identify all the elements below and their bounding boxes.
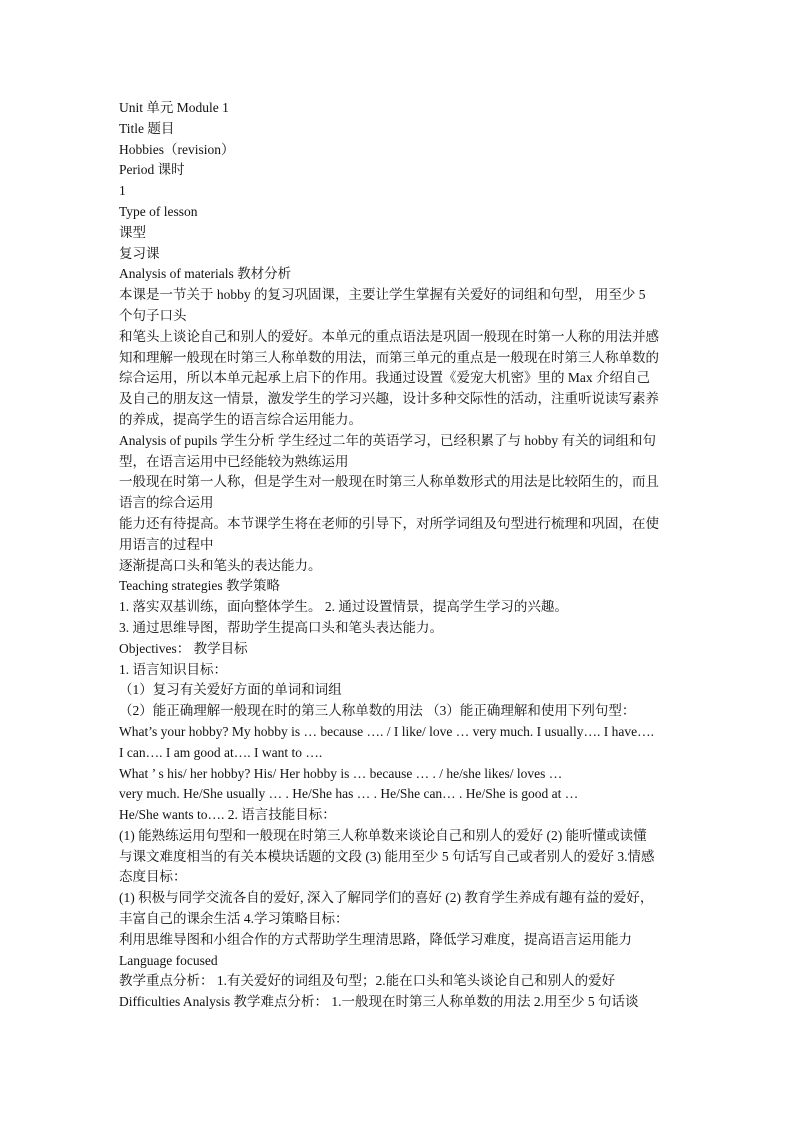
objectives-heading: Objectives： 教学目标 (119, 640, 248, 656)
objectives-item: （2）能正确理解一般现在时的第三人称单数的用法 （3）能正确理解和使用下列句型： (119, 703, 636, 719)
period-value: 1 (119, 183, 126, 199)
teaching-strategies-heading: Teaching strategies 教学策略 (119, 578, 281, 594)
key-points-analysis: 教学重点分析： 1.有关爱好的词组及句型；2.能在口头和笔头谈论自己和别人的爱好 (119, 973, 616, 989)
skills-objectives-item: (1) 能熟练运用句型和一般现在时第三人称单数来谈论自己和别人的爱好 (2) 能听懂或读懂 (119, 827, 647, 843)
sentence-patterns: What ’ s his/ her hobby? His/ Her hobby is … because … . / he/she likes/ loves … (119, 765, 563, 781)
document-body (119, 98, 679, 1013)
title-label: Title 题目 (119, 120, 175, 136)
objectives-subheading: 1. 语言知识目标： (119, 661, 227, 677)
pupils-analysis-text: 能力还有待提高。本节课学生将在老师的引导下，对所学词组及句型进行梳理和巩固，在使 (119, 515, 659, 531)
lesson-type-cn-label: 课型 (119, 224, 146, 240)
materials-analysis-text: 及自己的朋友这一情景，激发学生的学习兴趣，设计多种交际性的活动，注重听说读写素养 (119, 391, 659, 407)
attitude-objectives-heading: 态度目标： (119, 869, 187, 885)
lesson-type-value: 复习课 (119, 245, 160, 261)
materials-analysis-text: 和笔头上谈论自己和别人的爱好。本单元的重点语法是巩固一般现在时第一人称的用法并感 (119, 328, 659, 344)
materials-analysis-text: 本课是一节关于 hobby 的复习巩固课，主要让学生掌握有关爱好的词组和句型， 用至少 5 (119, 287, 646, 303)
lesson-type-label: Type of lesson (119, 203, 198, 219)
pupils-analysis-text: 逐渐提高口头和笔头的表达能力。 (119, 557, 322, 573)
difficulties-analysis: Difficulties Analysis 教学难点分析： 1.一般现在时第三人称单数的用法 2.用至少 5 句话谈 (119, 994, 639, 1010)
teaching-strategies-item: 1. 落实双基训练，面向整体学生。 2. 通过设置情景，提高学生学习的兴趣。 (119, 599, 568, 615)
attitude-objectives-item: 丰富自己的课余生活 4.学习策略目标： (119, 911, 349, 927)
period-label: Period 课时 (119, 162, 185, 178)
pupils-analysis-text: 一般现在时第一人称，但是学生对一般现在时第三人称单数形式的用法是比较陌生的，而且 (119, 474, 659, 490)
pupils-analysis-text: Analysis of pupils 学生分析 学生经过二年的英语学习，已经积累了与 hobby 有关的词组和句 (119, 432, 656, 448)
pupils-analysis-text: 型，在语言运用中已经能较为熟练运用 (119, 453, 349, 469)
materials-analysis-text: 知和理解一般现在时第三人称单数的用法，而第三单元的重点是一般现在时第三人称单数的 (119, 349, 659, 365)
language-focused-heading: Language focused (119, 952, 218, 968)
teaching-strategies-item: 3. 通过思维导图，帮助学生提高口头和笔头表达能力。 (119, 619, 443, 635)
unit-line: Unit 单元 Module 1 (119, 100, 229, 115)
attitude-objectives-item: (1) 积极与同学交流各自的爱好, 深入了解同学们的喜好 (2) 教育学生养成有趣有益的爱好， (119, 890, 654, 906)
sentence-patterns: What’s your hobby? My hobby is … because …. / I like/ love … very much. I usually…. I have…. (119, 723, 655, 739)
materials-analysis-text: 的养成，提高学生的语言综合运用能力。 (119, 411, 362, 427)
objectives-item: （1）复习有关爱好方面的单词和词组 (119, 682, 342, 698)
materials-analysis-heading: Analysis of materials 教材分析 (119, 266, 292, 282)
sentence-patterns: I can…. I am good at…. I want to …. (119, 744, 323, 760)
pupils-analysis-text: 用语言的过程中 (119, 536, 214, 552)
materials-analysis-text: 个句子口头 (119, 307, 187, 323)
materials-analysis-text: 综合运用，所以本单元起承上启下的作用。我通过设置《爱宠大机密》里的 Max 介绍自己 (119, 370, 650, 386)
title-value: Hobbies（revision） (119, 141, 235, 157)
skills-objectives-heading: He/She wants to…. 2. 语言技能目标： (119, 807, 336, 823)
sentence-patterns: very much. He/She usually … . He/She has … . He/She can… . He/She is good at … (119, 786, 579, 802)
skills-objectives-item: 与课文难度相当的有关本模块话题的文段 (3) 能用至少 5 句话写自己或者别人的爱好 3.情感 (119, 848, 655, 864)
strategy-objectives-item: 利用思维导图和小组合作的方式帮助学生理清思路，降低学习难度，提高语言运用能力 (119, 931, 632, 947)
pupils-analysis-text: 语言的综合运用 (119, 495, 214, 511)
